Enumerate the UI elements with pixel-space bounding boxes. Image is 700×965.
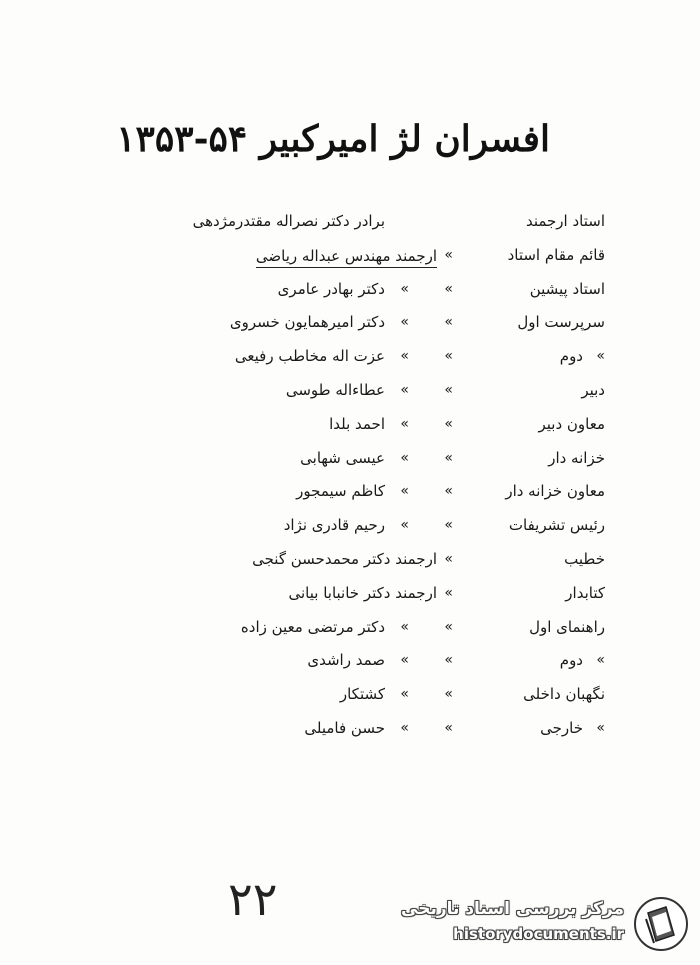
list-item xyxy=(100,205,605,239)
ditto-mark: » xyxy=(400,280,409,297)
role-label: دوم xyxy=(559,651,583,670)
ditto-mark: » xyxy=(400,686,409,703)
ditto-mark: » xyxy=(444,517,453,534)
ditto-mark: » xyxy=(400,314,409,331)
officer-name: صمد راشدی xyxy=(307,651,385,670)
role-label: دوم xyxy=(559,347,583,366)
list-item xyxy=(100,577,605,611)
ditto-mark: » xyxy=(444,280,453,297)
list-item xyxy=(100,340,605,374)
page-number: ۲۲ xyxy=(228,872,278,926)
officer-name: دکتر مرتضی معین زاده xyxy=(240,617,385,636)
ditto-mark: » xyxy=(444,246,453,263)
role-label: سرپرست اول xyxy=(517,313,605,332)
officer-name: کاظم سیمجور xyxy=(296,482,385,501)
role-label: دبیر xyxy=(581,380,605,399)
ditto-mark: » xyxy=(444,381,453,398)
ditto-mark: » xyxy=(596,652,605,669)
officer-name: کشتکار xyxy=(339,685,385,704)
list-item xyxy=(100,611,605,645)
ditto-mark: » xyxy=(400,652,409,669)
officers-list xyxy=(100,205,605,746)
ditto-mark: » xyxy=(400,618,409,635)
role-label: راهنمای اول xyxy=(529,617,605,636)
list-item xyxy=(100,712,605,746)
list-item xyxy=(100,306,605,340)
ditto-mark: » xyxy=(400,449,409,466)
ditto-mark: » xyxy=(444,550,453,567)
officer-name: دکتر امیرهمایون خسروی xyxy=(229,313,385,332)
officer-name: دکتر بهادر عامری xyxy=(277,279,385,298)
role-label: خطیب xyxy=(564,549,605,568)
ditto-mark: » xyxy=(400,719,409,736)
watermark-text-en: historydocuments.ir xyxy=(453,925,624,943)
ditto-mark: » xyxy=(444,584,453,601)
ditto-mark: » xyxy=(444,652,453,669)
ditto-mark: » xyxy=(444,483,453,500)
officer-name xyxy=(256,239,437,274)
role-label: معاون دبیر xyxy=(538,414,605,433)
officer-name: عطاءاله طوسی xyxy=(285,380,385,399)
list-item xyxy=(100,678,605,712)
ditto-mark: » xyxy=(444,314,453,331)
ditto-mark: » xyxy=(400,381,409,398)
list-item xyxy=(100,408,605,442)
officer-name: برادر دکتر نصراله مقتدرمژدهی xyxy=(192,212,385,230)
list-item xyxy=(100,644,605,678)
list-item xyxy=(100,543,605,577)
role-label: استاد پیشین xyxy=(529,279,605,298)
underlined-name: ارجمند مهندس عبداله ریاضی xyxy=(256,245,437,268)
role-label: معاون خزانه دار xyxy=(505,482,605,501)
ditto-mark: » xyxy=(444,719,453,736)
officer-name: رحیم قادری نژاد xyxy=(283,516,385,535)
ditto-mark: » xyxy=(400,415,409,432)
role-label: قائم مقام استاد xyxy=(507,245,605,264)
ditto-mark: » xyxy=(444,348,453,365)
ditto-mark: » xyxy=(444,618,453,635)
role-label: استاد ارجمند xyxy=(525,212,605,230)
list-item xyxy=(100,509,605,543)
page-title: افسران لژ امیرکبیر ۵۴-۱۳۵۳ xyxy=(116,118,550,160)
role-label: رئیس تشریفات xyxy=(508,516,605,535)
list-item xyxy=(100,475,605,509)
ditto-mark: » xyxy=(444,415,453,432)
officer-name: عیسی شهابی xyxy=(300,448,385,467)
list-item xyxy=(100,374,605,408)
watermark-text-fa: مرکز بررسی اسناد تاریخی xyxy=(401,899,624,919)
officer-name: احمد بلدا xyxy=(329,414,385,433)
list-item xyxy=(100,442,605,476)
ditto-mark: » xyxy=(400,348,409,365)
role-label: خزانه دار xyxy=(548,448,605,467)
officer-name: ارجمند دکتر محمدحسن گنجی xyxy=(252,549,437,568)
role-label: خارجی xyxy=(540,718,583,737)
officer-name: ارجمند دکتر خانبابا بیانی xyxy=(288,583,437,602)
watermark xyxy=(401,895,690,953)
officer-name: عزت اله مخاطب رفیعی xyxy=(234,347,385,366)
list-item xyxy=(100,239,605,273)
archive-logo-icon xyxy=(632,895,690,953)
ditto-mark: » xyxy=(400,517,409,534)
ditto-mark: » xyxy=(444,686,453,703)
ditto-mark: » xyxy=(444,449,453,466)
role-label: کتابدار xyxy=(565,583,605,602)
list-item xyxy=(100,273,605,307)
ditto-mark: » xyxy=(596,348,605,365)
officer-name: حسن فامیلی xyxy=(304,718,385,737)
ditto-mark: » xyxy=(596,719,605,736)
ditto-mark: » xyxy=(400,483,409,500)
role-label: نگهبان داخلی xyxy=(523,685,605,704)
